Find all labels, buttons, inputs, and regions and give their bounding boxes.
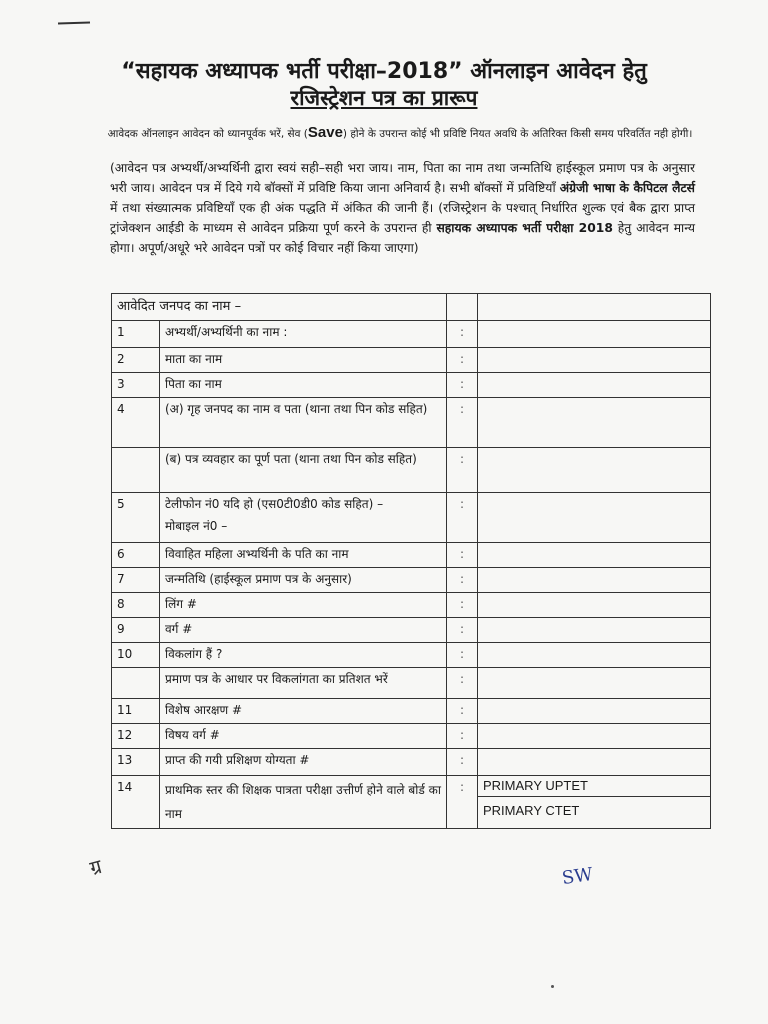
page-title: “सहायक अध्यापक भर्ती परीक्षा–2018” ऑनलाइन आवेदन हेतु [121,59,647,84]
subject-group-value[interactable] [478,724,711,749]
table-row: प्रमाण पत्र के आधार पर विकलांगता का प्रतिशत भरें : [112,668,711,699]
table-row-district [112,294,711,321]
left-signature: ग्र [87,853,105,881]
dob-value[interactable] [478,568,711,593]
page-subtitle: रजिस्ट्रेशन पत्र का प्रारूप [290,86,478,110]
home-address-value[interactable] [478,398,711,448]
corner-pen-mark [58,21,90,24]
district-label: आवेदित जनपद का नाम – [112,294,447,321]
intro-paragraph: (आवेदन पत्र अभ्यर्थी/अभ्यर्थिनी द्वारा स्वयं सही–सही भरा जाय। नाम, पिता का नाम तथा जन्मतिथि हाईस्कूल प्रमाण पत्र के अनुसार भरी जाय। आवेदन पत्र में दिये गये बॉक्सों में प्रविष्टि किया जाना अनिवार्य है। सभी बॉक्सों में प्रविष्टियाँ अंग्रेजी भाषा के कैपिटल लैटर्स में तथा संख्यात्मक प्रविष्टियाँ एक ही अंक पद्धति में अंकित की जानी हैं। (रजिस्ट्रेशन के पश्चात् निर्धारित शुल्क एवं बैक द्वारा प्राप्त ट्रांजेक्शन आईडी के माध्यम से आवेदन प्रक्रिया पूर्ण करने के उपरान्त ही सहायक अध्यापक भर्ती परीक्षा 2018 हेतु आवेदन मान्य होगा। अपूर्ण/अधूरे भरे आवेदन पत्रों पर कोई विचार नहीं किया जाएगा) [110,161,696,255]
instruction-note: आवेदक ऑनलाइन आवेदन को ध्यानपूर्वक भरें, सेव (Save) होने के उपरान्त कोई भी प्रविष्टि नियत अवधि के अतिरिक्त किसी समय परिवर्तित नही होगी। [107,124,693,141]
primary-ctet-value: PRIMARY CTET [483,803,580,818]
disabled-value[interactable] [478,643,711,668]
ink-dot [551,985,554,988]
table-row: 11 विशेष आरक्षण # : [112,699,711,724]
training-qualification-value[interactable] [478,749,711,776]
gender-value[interactable] [478,593,711,618]
save-word: Save [307,124,343,141]
candidate-name-value[interactable] [478,321,711,348]
table-row: 12 विषय वर्ग # : [112,724,711,749]
disability-percent-value[interactable] [478,668,711,699]
table-row: 1 अभ्यर्थी/अभ्यर्थिनी का नाम : : [112,321,711,348]
phone-value[interactable] [478,493,711,543]
table-row: 2 माता का नाम : [112,348,711,373]
table-row: 9 वर्ग # : [112,618,711,643]
table-row: 7 जन्मतिथि (हाईस्कूल प्रमाण पत्र के अनुसार) : [112,568,711,593]
table-row: 10 विकलांग हैं ? : [112,643,711,668]
table-row: 5 टेलीफोन नं0 यदि हो (एस0टी0डी0 कोड सहित) – मोबाइल नं0 – : [112,493,711,543]
table-row: 13 प्राप्त की गयी प्रशिक्षण योग्यता # : [112,749,711,776]
postal-address-value[interactable] [478,448,711,493]
right-signature: SW [560,863,595,890]
special-reservation-value[interactable] [478,699,711,724]
husband-name-value[interactable] [478,543,711,568]
table-row: (ब) पत्र व्यवहार का पूर्ण पता (थाना तथा पिन कोड सहित) : [112,448,711,493]
table-row: 3 पिता का नाम : [112,373,711,398]
district-value[interactable] [478,294,711,321]
table-row: 6 विवाहित महिला अभ्यर्थिनी के पति का नाम : [112,543,711,568]
registration-form-table [111,293,711,829]
category-value[interactable] [478,618,711,643]
primary-uptet-value: PRIMARY UPTET [478,776,710,797]
table-row: 14 प्राथमिक स्तर की शिक्षक पात्रता परीक्षा उत्तीर्ण होने वाले बोर्ड का नाम : PRIMARY UPTET PRIMARY CTET [112,776,711,829]
table-row: 8 लिंग # : [112,593,711,618]
mother-name-value[interactable] [478,348,711,373]
table-row: 4 (अ) गृह जनपद का नाम व पता (थाना तथा पिन कोड सहित) : [112,398,711,448]
father-name-value[interactable] [478,373,711,398]
